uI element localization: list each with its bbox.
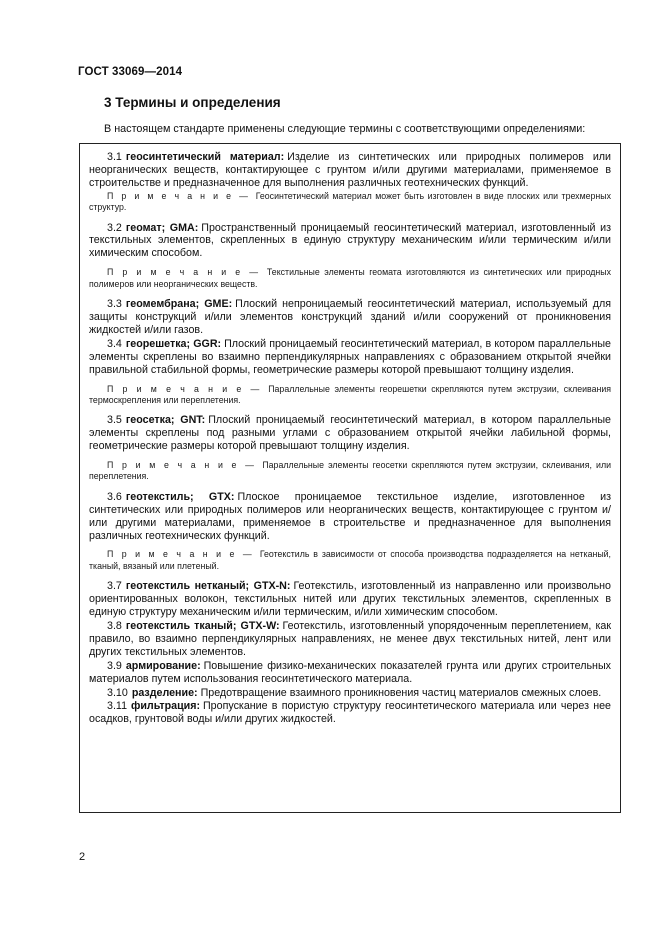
- term-number: 3.4: [107, 337, 122, 350]
- term-3-7: [89, 580, 611, 619]
- note-label: П р и м е ч а н и е —: [107, 460, 257, 471]
- term-number: 3.9: [107, 659, 122, 672]
- term-number: 3.10: [107, 686, 128, 699]
- term-3-4: [89, 338, 611, 377]
- term-3-9: [89, 660, 611, 686]
- term-note: [89, 460, 611, 483]
- term-note: [89, 384, 611, 407]
- term-3-10: [89, 687, 611, 700]
- term-name: геотекстиль тканый; GTX-W:: [125, 620, 280, 632]
- term-definition: Повышение физико-механических показателей грунта или других строительных материалов путем использования геосинтетического материала.: [89, 659, 611, 685]
- term-3-1: [89, 151, 611, 190]
- section-title: 3 Термины и определения: [104, 95, 281, 110]
- note-text: Геотекстиль в зависимости от способа производства подразделяется на нетканый, тканый, вязаный или плетеный.: [89, 549, 611, 571]
- term-note: [89, 267, 611, 290]
- term-3-5: [89, 414, 611, 453]
- term-name: геосинтетический материал:: [125, 151, 285, 163]
- note-label: П р и м е ч а н и е —: [107, 190, 251, 201]
- terms-box: [79, 143, 621, 813]
- term-name: геомембрана; GME:: [125, 298, 233, 311]
- term-number: 3.1: [107, 151, 122, 163]
- term-number: 3.8: [107, 620, 122, 632]
- note-label: П р и м е ч а н и е —: [107, 549, 254, 560]
- term-definition: Геотекстиль, изготовленный упорядоченным переплетением, как правило, во взаимно перпендикулярных направлениях, не менее двух текстильных нитей, лент или других текстильных элементов.: [89, 620, 612, 658]
- term-definition: Пропускание в пористую структуру геосинтетического материала или через нее осадков, грунтовой воды и/или других жидкостей.: [89, 700, 611, 726]
- term-definition: Плоский проницаемый геосинтетический материал, в котором параллельные элементы скреплены под разными углами с образованием открытой ячейки лабильной формы, геометрические размеры которой превышают толщину изделия.: [89, 414, 611, 453]
- term-number: 3.11: [107, 700, 128, 713]
- term-name: георешетка; GGR:: [125, 337, 222, 350]
- term-name: фильтрация:: [131, 700, 200, 713]
- term-definition: Геотекстиль, изготовленный из направленно или произвольно ориентированных волокон, текстильных нитей или других текстильных элементов, скрепленных в единую структуру механическим и/или термическим, и/или химическим способом.: [89, 580, 611, 619]
- term-definition: Предотвращение взаимного проникновения частиц материалов смежных слоев.: [200, 686, 602, 699]
- term-number: 3.3: [107, 298, 122, 311]
- note-text: Геосинтетический материал может быть изготовлен в виде плоских или трехмерных структур.: [89, 190, 611, 213]
- term-name: геосетка; GNT:: [125, 414, 206, 427]
- term-3-3: [89, 298, 611, 337]
- term-note: [89, 549, 611, 572]
- term-note: [89, 191, 611, 214]
- term-definition: Изделие из синтетических или природных полимеров или неорганических веществ, контактирующее с грунтом и/или другими материалами, применяемое в строительстве и предназначенное для выполнения различных геотехнических функций.: [89, 151, 612, 189]
- note-text: Текстильные элементы геомата изготовляются из синтетических или природных полимеров или неорганических веществ.: [89, 267, 611, 289]
- term-name: геотекстиль нетканый; GTX-N:: [125, 580, 291, 593]
- term-definition: Пространственный проницаемый геосинтетический материал, изготовленный из текстильных элементов, скрепленных в единую структуру механическим и/или термическим и/или химическим способом.: [89, 221, 612, 260]
- term-number: 3.2: [107, 221, 122, 234]
- document-code: ГОСТ 33069—2014: [78, 66, 183, 78]
- page-number: 2: [79, 851, 86, 863]
- term-name: геотекстиль; GTX:: [125, 490, 235, 503]
- term-name: геомат; GMA:: [125, 221, 199, 234]
- note-label: П р и м е ч а н и е —: [107, 267, 261, 278]
- term-3-2: [89, 222, 611, 261]
- note-text: Параллельные элементы геосетки скрепляются путем экструзии, склеивания, или переплетения.: [89, 460, 611, 482]
- term-number: 3.7: [107, 580, 122, 593]
- term-definition: Плоский непроницаемый геосинтетический материал, используемый для защиты конструкций и/или элементов конструкций зданий и/или сооружений от проникновения жидкостей и/или газов.: [89, 298, 611, 336]
- term-number: 3.6: [107, 490, 122, 503]
- note-text: Параллельные элементы георешетки скрепляются путем экструзии, склеивания термоскрепления или переплетения.: [89, 383, 612, 405]
- term-name: разделение:: [131, 686, 198, 699]
- term-definition: Плоское проницаемое текстильное изделие, изготовленное из синтетических или природных полимеров или неорганических веществ, контактирующее с грунтом и/или другими материалами, применяемое в строительстве и предназначенное для выполнения различных геотехнических функций.: [89, 490, 611, 542]
- term-3-11: [89, 700, 611, 726]
- section-intro: В настоящем стандарте применены следующие термины с соответствующими определениями:: [104, 123, 586, 135]
- term-name: армирование:: [125, 659, 201, 672]
- note-label: П р и м е ч а н и е —: [107, 383, 262, 394]
- term-3-6: [89, 491, 611, 543]
- term-number: 3.5: [107, 414, 122, 427]
- term-definition: Плоский проницаемый геосинтетический материал, в котором параллельные элементы скреплены во взаимно перпендикулярных направлениях с образованием открытой ячейки правильной стабильной формы, геометрические размеры которой превышают толщину изделия.: [89, 337, 611, 376]
- term-3-8: [89, 620, 611, 659]
